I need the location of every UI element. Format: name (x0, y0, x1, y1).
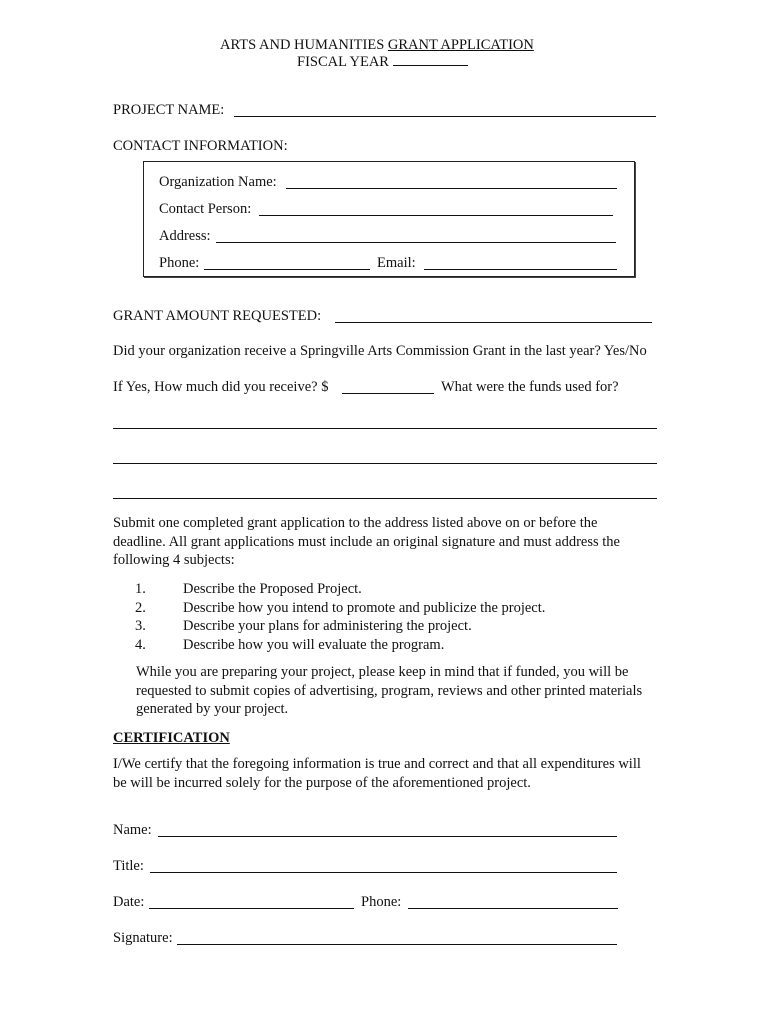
cert-title-field[interactable] (150, 872, 617, 873)
cert-date-label: Date: (113, 894, 145, 910)
org-name-field[interactable] (286, 188, 617, 189)
subjects-list (135, 580, 635, 654)
cert-signature-label: Signature: (113, 930, 173, 946)
cert-signature-field[interactable] (177, 944, 617, 945)
cert-phone-field[interactable] (408, 908, 618, 909)
contact-person-field[interactable] (259, 215, 613, 216)
contact-phone-field[interactable] (204, 269, 370, 270)
funds-used-line-2[interactable] (113, 463, 657, 464)
funding-note: While you are preparing your project, please keep in mind that if funded, you will be requested to submit copies of advertising, program, reviews and other printed materials generated by your project. (136, 664, 643, 717)
funds-used-line-1[interactable] (113, 428, 657, 429)
funds-used-label: What were the funds used for? (441, 379, 619, 395)
email-field[interactable] (424, 269, 617, 270)
fiscal-year-field[interactable] (393, 53, 468, 66)
list-item: 2. Describe how you intend to promote and publicize the project. (135, 599, 546, 616)
grant-amount-field[interactable] (335, 322, 652, 323)
amount-received-field[interactable] (342, 393, 434, 394)
contact-person-label: Contact Person: (159, 201, 252, 217)
contact-info-label: CONTACT INFORMATION: (113, 138, 288, 154)
fiscal-year-label: FISCAL YEAR (297, 54, 389, 70)
previous-grant-question: Did your organization receive a Springville Arts Commission Grant in the last year? Yes/No (113, 343, 647, 359)
address-label: Address: (159, 228, 211, 244)
title-part1: ARTS AND HUMANITIES (220, 37, 385, 53)
list-item: 3. Describe your plans for administering the project. (135, 618, 472, 634)
project-name-field[interactable] (234, 116, 656, 117)
title-part2: GRANT APPLICATION (387, 37, 534, 53)
funds-used-line-3[interactable] (113, 498, 657, 499)
project-name-row (113, 101, 224, 119)
if-yes-label: If Yes, How much did you receive? $ (113, 379, 329, 395)
fiscal-year-line (297, 53, 468, 71)
document-title (220, 36, 534, 54)
cert-name-label: Name: (113, 822, 152, 838)
submission-instructions: Submit one completed grant application to the address listed above on or before the deadline. All grant applications must include an original signature and must address the following 4 subjects: (113, 515, 620, 568)
contact-phone-label: Phone: (159, 255, 200, 271)
certification-heading: CERTIFICATION (113, 730, 230, 746)
org-name-label: Organization Name: (159, 174, 277, 190)
cert-phone-label: Phone: (361, 894, 402, 910)
cert-name-field[interactable] (158, 836, 617, 837)
grant-amount-label: GRANT AMOUNT REQUESTED: (113, 308, 322, 324)
list-item: 1. Describe the Proposed Project. (135, 581, 362, 597)
address-field[interactable] (216, 242, 616, 243)
list-item: 4. Describe how you will evaluate the program. (135, 636, 445, 653)
cert-title-label: Title: (113, 858, 144, 874)
project-name-label: PROJECT NAME: (113, 102, 225, 118)
email-label: Email: (377, 255, 416, 271)
certification-text: I/We certify that the foregoing information is true and correct and that all expenditures will be will be incurred solely for the purpose of the aforementioned project. (113, 756, 641, 791)
cert-date-field[interactable] (149, 908, 354, 909)
